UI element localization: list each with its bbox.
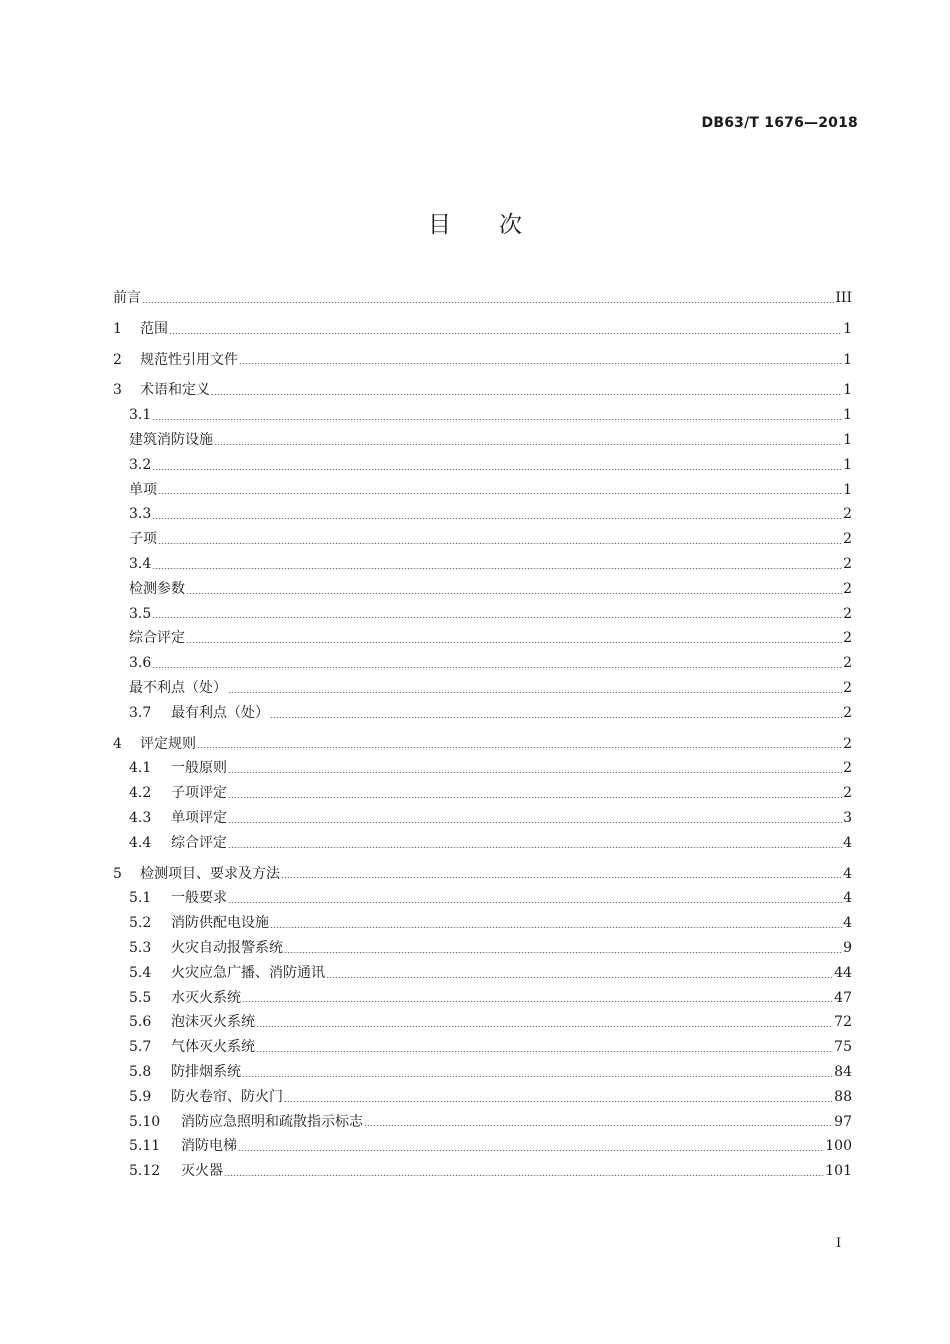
toc-dot-leader [228, 772, 842, 773]
toc-entry-number: 5.5 [129, 989, 152, 1006]
toc-entry[interactable] [113, 348, 852, 373]
toc-entry-page: 2 [843, 531, 852, 548]
toc-entry-title: 泡沫灭火系统 [171, 1014, 255, 1031]
toc-entry-number: 3.2 [129, 456, 152, 473]
toc-entry[interactable] [113, 781, 852, 806]
toc-entry-number: 5.4 [129, 964, 152, 981]
toc-entry-page: III [835, 290, 852, 306]
toc-dot-leader [152, 518, 842, 519]
toc-entry-number: 5.8 [129, 1063, 152, 1080]
toc-entry[interactable] [113, 527, 852, 552]
standard-number: DB63/T 1676—2018 [701, 115, 858, 131]
toc-entry-page: 88 [834, 1088, 852, 1105]
toc-entry-title: 灭火器 [181, 1163, 223, 1180]
toc-entry[interactable] [113, 651, 852, 676]
toc-entry-page: 101 [825, 1163, 852, 1180]
toc-entry-page: 2 [843, 704, 852, 721]
toc-entry-title: 检测参数 [129, 580, 185, 597]
toc-dot-leader [270, 927, 842, 928]
toc-dot-leader [152, 568, 842, 569]
toc-dot-leader [228, 902, 842, 903]
toc-entry[interactable] [113, 403, 852, 428]
toc-dot-leader [256, 1051, 833, 1052]
toc-dot-leader [284, 1101, 833, 1102]
toc-entry[interactable] [113, 626, 852, 651]
toc-dot-leader [326, 977, 833, 978]
toc-entry[interactable] [113, 862, 852, 887]
toc-entry-page: 97 [834, 1113, 852, 1130]
toc-entry-page: 1 [843, 431, 852, 448]
toc-entry-page: 2 [843, 580, 852, 597]
toc-dot-leader [214, 444, 842, 445]
toc-dot-leader [186, 642, 842, 643]
toc-entry-title: 评定规则 [140, 735, 196, 752]
toc-entry-number: 5.3 [129, 939, 152, 956]
toc-entry[interactable] [113, 961, 852, 986]
page-title [0, 206, 950, 239]
toc-dot-leader [364, 1125, 833, 1126]
toc-dot-leader [142, 302, 834, 303]
toc-entry-page: 2 [843, 679, 852, 696]
toc-entry-number: 3.6 [129, 655, 152, 672]
toc-entry-page: 2 [843, 506, 852, 523]
toc-entry[interactable] [113, 911, 852, 936]
toc-dot-leader [152, 617, 842, 618]
toc-entry-title: 综合评定 [129, 630, 185, 647]
toc-entry[interactable] [113, 1159, 852, 1184]
toc-entry-number: 5.12 [129, 1163, 161, 1180]
toc-entry-title: 水灭火系统 [171, 989, 241, 1006]
toc-entry[interactable] [113, 936, 852, 961]
toc-entry-number: 4.4 [129, 834, 152, 851]
toc-dot-leader [228, 822, 842, 823]
toc-entry-page: 2 [843, 555, 852, 572]
toc-entry-number: 5.9 [129, 1088, 152, 1105]
toc-entry-page: 4 [843, 915, 852, 932]
toc-entry-page: 1 [843, 481, 852, 498]
toc-entry-title: 术语和定义 [140, 382, 210, 399]
toc-entry-title: 防火卷帘、防火门 [171, 1088, 283, 1105]
toc-dot-leader [169, 333, 842, 334]
toc-entry-title: 前言 [113, 290, 141, 306]
toc-dot-leader [158, 543, 842, 544]
toc-entry-page: 1 [843, 407, 852, 424]
toc-entry-title: 消防电梯 [181, 1138, 237, 1155]
toc-entry-title: 综合评定 [171, 834, 227, 851]
toc-entry[interactable] [113, 701, 852, 726]
table-of-contents [113, 286, 852, 1184]
toc-entry[interactable] [113, 286, 852, 311]
toc-entry[interactable] [113, 676, 852, 701]
toc-entry-number: 5.11 [129, 1138, 161, 1155]
toc-entry-number: 3.4 [129, 555, 152, 572]
toc-entry-title: 消防应急照明和疏散指示标志 [181, 1113, 363, 1130]
toc-entry-title: 规范性引用文件 [140, 351, 238, 368]
toc-entry[interactable] [113, 428, 852, 453]
toc-entry-number: 4.1 [129, 760, 152, 777]
toc-entry-title: 单项评定 [171, 809, 227, 826]
toc-dot-leader [242, 1001, 833, 1002]
toc-entry[interactable] [113, 986, 852, 1011]
toc-dot-leader [256, 1026, 833, 1027]
toc-entry-title: 子项 [129, 531, 157, 548]
toc-dot-leader [228, 847, 842, 848]
toc-entry-number: 5.1 [129, 890, 152, 907]
toc-entry-number: 1 [113, 320, 122, 337]
title-char-1: 目 [428, 212, 451, 238]
toc-entry-page: 84 [834, 1063, 852, 1080]
toc-entry-number: 4.3 [129, 809, 152, 826]
toc-dot-leader [228, 797, 842, 798]
toc-entry-title: 火灾应急广播、消防通讯 [171, 964, 325, 981]
page-number: I [836, 1236, 842, 1251]
toc-dot-leader [186, 593, 842, 594]
toc-dot-leader [152, 419, 842, 420]
toc-entry[interactable] [113, 552, 852, 577]
toc-entry-page: 9 [843, 939, 852, 956]
toc-dot-leader [238, 1150, 824, 1151]
title-char-2: 次 [499, 212, 522, 238]
toc-dot-leader [228, 692, 842, 693]
toc-entry[interactable] [113, 577, 852, 602]
toc-entry-page: 1 [843, 320, 852, 337]
toc-entry-number: 3.3 [129, 506, 152, 523]
toc-entry-title: 子项评定 [171, 785, 227, 802]
toc-entry-page: 2 [843, 605, 852, 622]
toc-entry[interactable] [113, 502, 852, 527]
toc-dot-leader [224, 1175, 824, 1176]
toc-entry-title: 消防供配电设施 [171, 915, 269, 932]
toc-entry[interactable] [113, 1085, 852, 1110]
toc-entry-title: 气体灭火系统 [171, 1039, 255, 1056]
toc-entry-title: 检测项目、要求及方法 [140, 865, 280, 882]
toc-entry-number: 5.10 [129, 1113, 161, 1130]
toc-entry[interactable] [113, 732, 852, 757]
toc-entry[interactable] [113, 317, 852, 342]
toc-entry-page: 2 [843, 785, 852, 802]
toc-entry-page: 2 [843, 735, 852, 752]
toc-entry[interactable] [113, 602, 852, 627]
toc-entry[interactable] [113, 1035, 852, 1060]
toc-entry-page: 4 [843, 890, 852, 907]
toc-entry-page: 47 [834, 989, 852, 1006]
toc-entry[interactable] [113, 756, 852, 781]
toc-entry-page: 44 [834, 964, 852, 981]
toc-entry-number: 3 [113, 382, 122, 399]
toc-entry-number: 3.1 [129, 407, 152, 424]
toc-entry-title: 最有利点（处） [171, 704, 269, 721]
toc-entry-title: 一般原则 [171, 760, 227, 777]
toc-entry[interactable] [113, 1060, 852, 1085]
toc-dot-leader [211, 394, 842, 395]
toc-entry[interactable] [113, 1110, 852, 1135]
toc-dot-leader [284, 952, 842, 953]
toc-entry-page: 1 [843, 456, 852, 473]
toc-entry-number: 3.7 [129, 704, 152, 721]
toc-entry-title: 一般要求 [171, 890, 227, 907]
toc-entry-page: 100 [825, 1138, 852, 1155]
toc-entry[interactable] [113, 806, 852, 831]
toc-entry-page: 4 [843, 865, 852, 882]
toc-entry-number: 5.6 [129, 1014, 152, 1031]
toc-entry-number: 4 [113, 735, 122, 752]
toc-dot-leader [158, 493, 842, 494]
toc-entry[interactable] [113, 831, 852, 856]
toc-dot-leader [239, 363, 842, 364]
toc-entry-number: 5.7 [129, 1039, 152, 1056]
toc-entry-number: 4.2 [129, 785, 152, 802]
toc-entry-title: 最不利点（处） [129, 679, 227, 696]
toc-entry-title: 防排烟系统 [171, 1063, 241, 1080]
toc-entry-number: 5 [113, 865, 122, 882]
toc-entry-page: 2 [843, 760, 852, 777]
toc-entry[interactable] [113, 1134, 852, 1159]
toc-entry-page: 72 [834, 1014, 852, 1031]
toc-entry[interactable] [113, 378, 852, 403]
toc-entry-page: 75 [834, 1039, 852, 1056]
toc-entry-page: 2 [843, 630, 852, 647]
toc-entry[interactable] [113, 886, 852, 911]
toc-entry-title: 建筑消防设施 [129, 431, 213, 448]
toc-dot-leader [197, 747, 842, 748]
toc-entry-page: 3 [843, 809, 852, 826]
toc-entry-page: 1 [843, 382, 852, 399]
toc-entry-page: 2 [843, 655, 852, 672]
toc-dot-leader [152, 469, 842, 470]
toc-entry-title: 单项 [129, 481, 157, 498]
toc-dot-leader [281, 877, 842, 878]
toc-entry-number: 2 [113, 351, 122, 368]
toc-entry-page: 4 [843, 834, 852, 851]
toc-entry[interactable] [113, 1010, 852, 1035]
toc-entry-title: 范围 [140, 320, 168, 337]
toc-dot-leader [242, 1076, 833, 1077]
toc-entry-number: 3.5 [129, 605, 152, 622]
toc-entry-number: 5.2 [129, 915, 152, 932]
toc-entry-page: 1 [843, 351, 852, 368]
toc-entry[interactable] [113, 453, 852, 478]
toc-entry[interactable] [113, 478, 852, 503]
toc-dot-leader [270, 717, 842, 718]
toc-entry-title: 火灾自动报警系统 [171, 939, 283, 956]
toc-dot-leader [152, 667, 842, 668]
